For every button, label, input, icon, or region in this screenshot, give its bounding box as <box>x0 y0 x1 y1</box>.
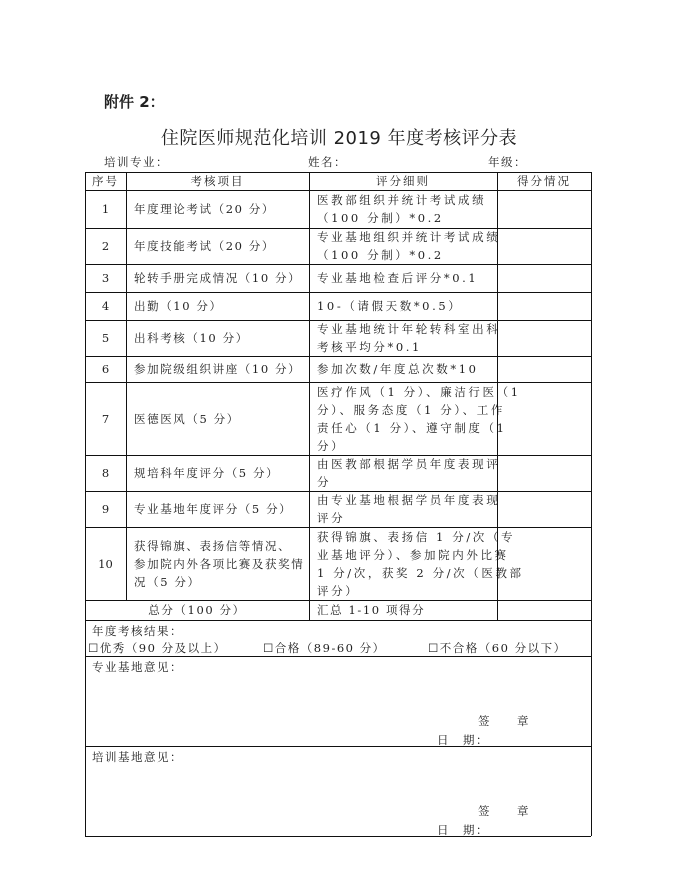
assessment-item <box>126 264 309 292</box>
training-base-opinion-label: 培训基地意见： <box>92 750 183 764</box>
assessment-item <box>126 455 309 491</box>
table-rule <box>85 620 591 621</box>
scoring-rule-text: （100 分制）*0.2 <box>317 211 444 225</box>
row-number <box>85 527 126 600</box>
row-number-text: 9 <box>101 502 110 516</box>
table-rule <box>309 172 310 620</box>
score-cell[interactable] <box>497 356 591 382</box>
score-cell[interactable] <box>497 292 591 320</box>
score-cell[interactable] <box>497 491 591 527</box>
date-label: 日 期： <box>437 823 489 837</box>
table-rule <box>85 172 86 836</box>
row-number-text: 6 <box>101 362 110 376</box>
total-detail-text: 汇总 1-10 项得分 <box>317 603 426 617</box>
date-label: 日 期： <box>437 733 489 747</box>
header-no-text: 序号 <box>92 174 119 188</box>
row-number <box>85 491 126 527</box>
row-number <box>85 228 126 264</box>
row-number <box>85 292 126 320</box>
assessment-item <box>126 292 309 320</box>
name-label: 姓名： <box>308 155 347 169</box>
scoring-rule <box>309 320 501 356</box>
attachment-label: 附件 2： <box>104 93 165 111</box>
assessment-item-text: 出勤（10 分） <box>134 299 223 313</box>
row-number-text: 10 <box>98 556 113 571</box>
grade-label: 年级： <box>488 155 527 169</box>
assessment-item-text: 医德医风（5 分） <box>134 411 240 426</box>
scoring-rule-text: 由医教部根据学员年度表现评 <box>317 457 501 471</box>
table-rule <box>85 382 591 383</box>
scoring-rule-text: 分）、服务态度（1 分）、工作 <box>317 402 505 417</box>
assessment-item <box>126 491 309 527</box>
scoring-rule-text: 责任心（1 分）、遵守制度（1 <box>317 420 507 435</box>
scoring-rule-text: 医教部组织并统计考试成绩 <box>317 193 487 207</box>
assessment-item-text: 出科考核（10 分） <box>134 331 249 345</box>
scoring-rule <box>309 527 524 600</box>
signature-label: 签 章 <box>478 714 530 728</box>
row-number-text: 1 <box>101 202 110 216</box>
table-rule <box>497 172 498 620</box>
assessment-item <box>126 190 309 228</box>
row-number-text: 4 <box>101 299 110 313</box>
table-rule <box>85 264 591 265</box>
row-number <box>85 382 126 455</box>
assessment-item <box>126 228 309 264</box>
score-cell[interactable] <box>497 264 591 292</box>
score-cell[interactable] <box>497 382 591 455</box>
assessment-item <box>126 356 309 382</box>
header-score <box>497 172 591 190</box>
checkbox-pass[interactable]: ☐合格（89-60 分） <box>263 641 386 655</box>
assessment-item <box>126 527 309 600</box>
scoring-rule-text: 由专业基地根据学员年度表现 <box>317 493 501 507</box>
total-label <box>85 600 309 620</box>
scoring-rule-text: 参加次数/年度总次数*10 <box>317 362 479 376</box>
scoring-rule-text: 分 <box>317 475 332 489</box>
total-label-text: 总分（100 分） <box>148 603 246 617</box>
table-rule <box>85 228 591 229</box>
page-title: 住院医师规范化培训 2019 年度考核评分表 <box>160 128 518 149</box>
scoring-rule-text: 专业基地组织并统计考试成绩 <box>317 230 501 244</box>
assessment-item-text: 规培科年度评分（5 分） <box>134 466 280 480</box>
header-item <box>126 172 309 190</box>
specialty-base-opinion-label: 专业基地意见： <box>92 660 183 674</box>
table-rule <box>85 455 591 456</box>
row-number <box>85 356 126 382</box>
scoring-rule <box>309 264 497 292</box>
row-number-text: 3 <box>101 271 110 285</box>
row-number <box>85 455 126 491</box>
table-rule <box>85 491 591 492</box>
scoring-rule-text: 医疗作风（1 分）、廉洁行医（1 <box>317 384 521 399</box>
scoring-rule <box>309 356 497 382</box>
total-detail <box>309 600 497 620</box>
header-score-text: 得分情况 <box>517 174 571 188</box>
training-base-opinion-field[interactable] <box>86 766 590 806</box>
scoring-rule-text: 评分 <box>317 511 346 525</box>
scoring-rule <box>309 491 501 527</box>
scoring-rule <box>309 455 501 491</box>
assessment-item-text: 况（5 分） <box>134 574 201 589</box>
score-cell[interactable] <box>497 455 591 491</box>
scoring-rule-text: 分） <box>317 438 346 453</box>
header-no <box>85 172 126 190</box>
table-rule <box>591 172 592 836</box>
assessment-item <box>126 320 309 356</box>
scoring-rule-text: 业基地评分）、参加院内外比赛 <box>317 547 509 562</box>
table-rule <box>85 172 591 173</box>
assessment-item-text: 专业基地年度评分（5 分） <box>134 502 293 516</box>
scoring-rule-text: 专业基地检查后评分*0.1 <box>317 271 479 285</box>
assessment-item-text: 参加院级组织讲座（10 分） <box>134 362 302 376</box>
table-rule <box>85 190 591 191</box>
table-rule <box>126 172 127 600</box>
header-detail <box>309 172 497 190</box>
scoring-rule-text: （100 分制）*0.2 <box>317 248 444 262</box>
scoring-rule <box>309 382 521 455</box>
table-rule <box>85 836 591 837</box>
scoring-rule <box>309 228 501 264</box>
total-score-cell[interactable] <box>497 600 591 620</box>
checkbox-excellent[interactable]: ☐优秀（90 分及以上） <box>88 641 227 655</box>
row-number <box>85 190 126 228</box>
row-number <box>85 320 126 356</box>
scoring-rule-text: 1 分/次，获奖 2 分/次（医教部 <box>317 565 524 580</box>
row-number-text: 2 <box>101 239 110 253</box>
scoring-rule-text: 评分） <box>317 583 360 598</box>
scoring-rule <box>309 292 497 320</box>
checkbox-fail[interactable]: ☐不合格（60 分以下） <box>428 641 567 655</box>
score-cell[interactable] <box>497 527 591 600</box>
specialty-base-opinion-field[interactable] <box>86 676 590 716</box>
scoring-rule <box>309 190 497 228</box>
table-rule <box>85 356 591 357</box>
assessment-item-text: 参加院内外各项比赛及获奖情 <box>134 556 305 571</box>
assessment-item <box>126 382 309 455</box>
assessment-item-text: 年度理论考试（20 分） <box>134 202 275 216</box>
header-detail-text: 评分细则 <box>376 174 430 188</box>
scoring-rule-text: 考核平均分*0.1 <box>317 340 422 354</box>
score-cell[interactable] <box>497 228 591 264</box>
scoring-rule-text: 10-（请假天数*0.5） <box>317 299 463 313</box>
scoring-rule-text: 获得锦旗、表扬信 1 分/次（专 <box>317 529 516 544</box>
table-rule <box>85 656 591 657</box>
header-item-text: 考核项目 <box>190 174 245 188</box>
result-label: 年度考核结果： <box>92 624 183 638</box>
row-number <box>85 264 126 292</box>
row-number-text: 8 <box>101 466 110 480</box>
table-rule <box>85 746 591 747</box>
table-rule <box>85 292 591 293</box>
table-rule <box>85 527 591 528</box>
table-rule <box>85 320 591 321</box>
signature-label: 签 章 <box>478 804 530 818</box>
assessment-item-text: 获得锦旗、表扬信等情况、 <box>134 538 292 553</box>
score-cell[interactable] <box>497 190 591 228</box>
row-number-text: 5 <box>101 331 110 345</box>
assessment-item-text: 轮转手册完成情况（10 分） <box>134 271 302 285</box>
row-number-text: 7 <box>101 411 110 426</box>
specialty-label: 培训专业： <box>104 155 169 169</box>
score-cell[interactable] <box>497 320 591 356</box>
assessment-item-text: 年度技能考试（20 分） <box>134 239 275 253</box>
scoring-rule-text: 专业基地统计年轮转科室出科 <box>317 322 501 336</box>
table-rule <box>85 600 591 601</box>
